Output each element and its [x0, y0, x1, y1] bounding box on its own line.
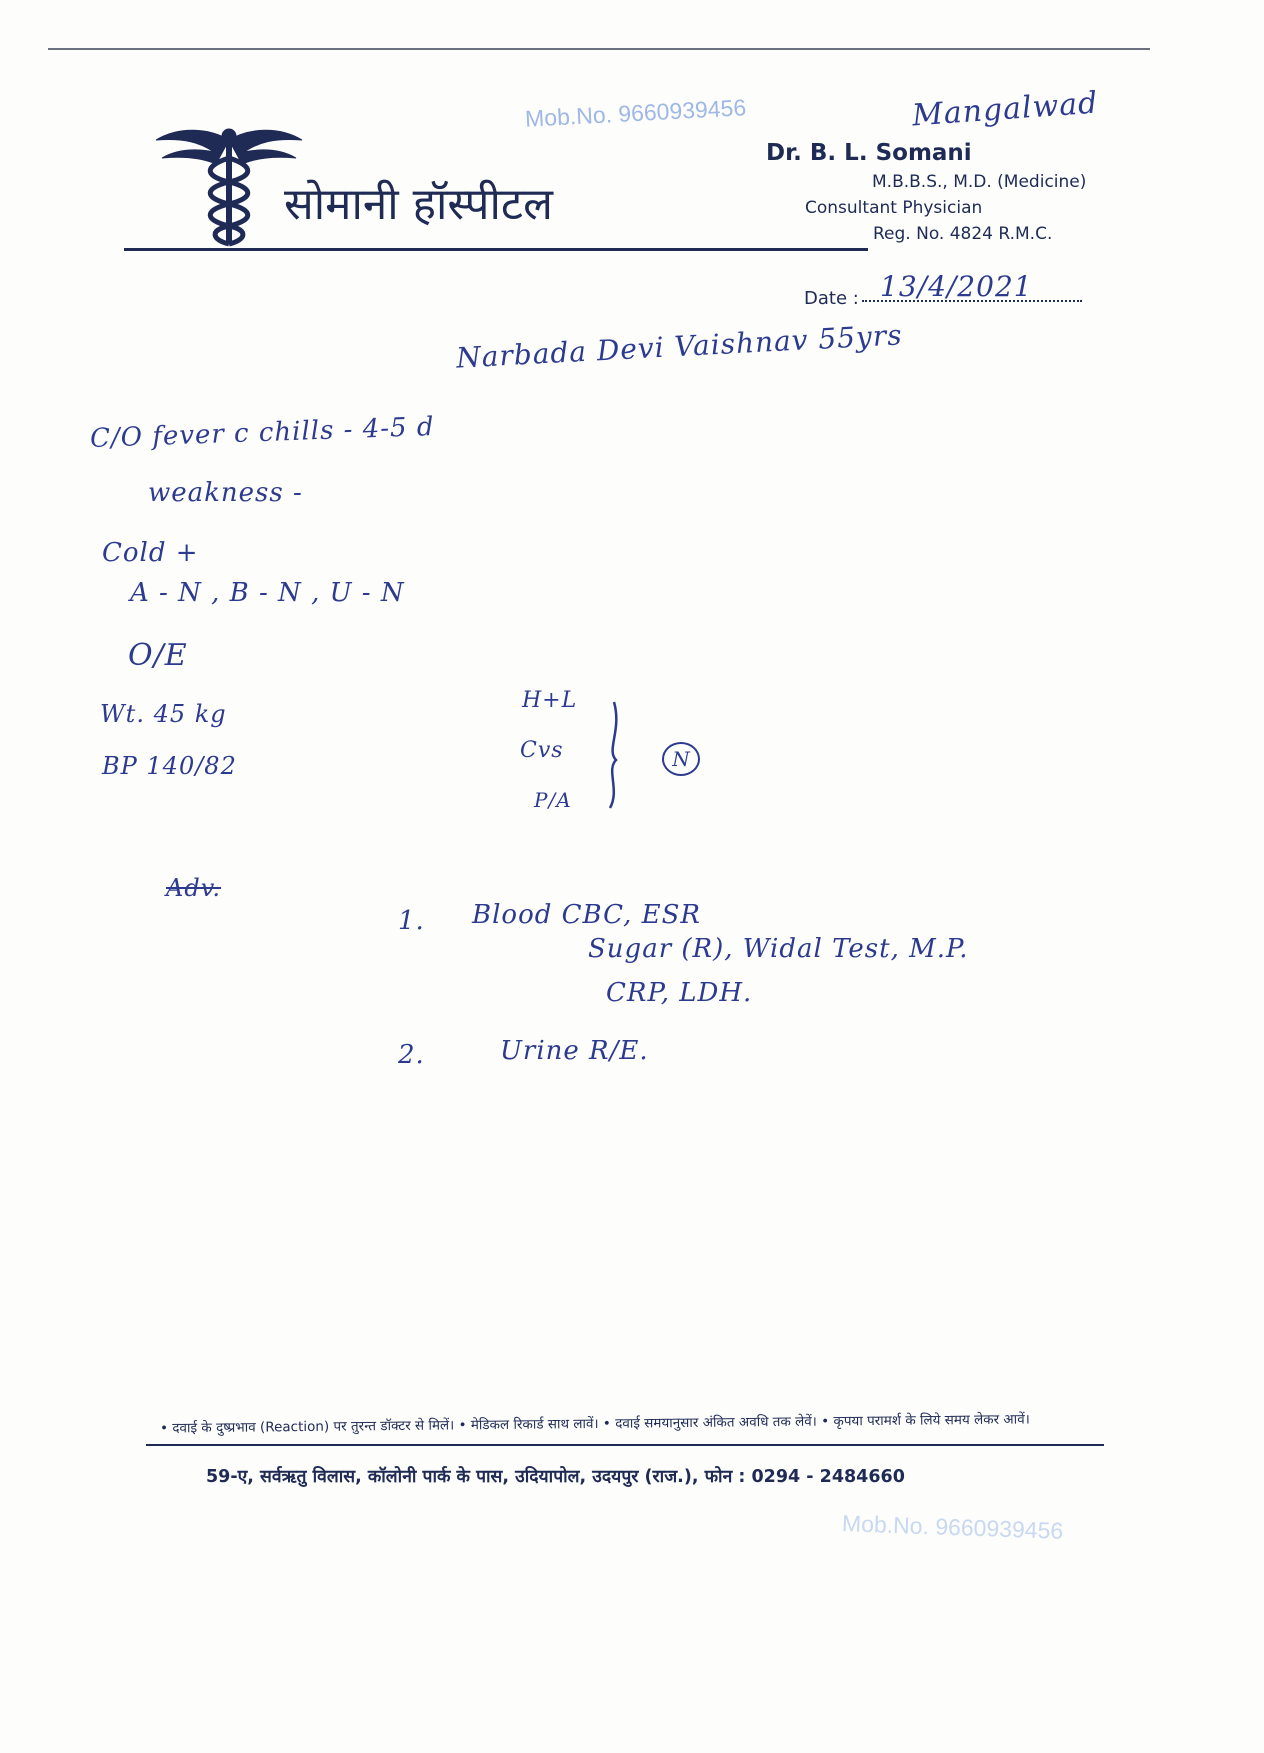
doctor-designation: Consultant Physician: [805, 198, 983, 218]
date-label: Date :: [804, 288, 859, 309]
exam-system: P/A: [534, 788, 572, 812]
doctor-name: Dr. B. L. Somani: [766, 140, 972, 166]
mobile-stamp-bottom: Mob.No. 9660939456: [841, 1510, 1064, 1544]
date-value: 13/4/2021: [880, 270, 1033, 303]
exam-systems-finding: N: [662, 742, 700, 776]
mobile-stamp-top: Mob.No. 9660939456: [524, 94, 747, 132]
footer-rule: [146, 1444, 1104, 1446]
header-rule: [124, 248, 868, 251]
complaint-line: A - N , B - N , U - N: [130, 578, 405, 608]
top-border-rule: [48, 48, 1150, 50]
doctor-registration: Reg. No. 4824 R.M.C.: [873, 224, 1053, 244]
advice-line: Sugar (R), Widal Test, M.P.: [588, 934, 969, 964]
complaint-line: C/O fever c chills - 4-5 d: [89, 411, 435, 455]
exam-brace: [600, 700, 630, 810]
exam-system: H+L: [522, 688, 578, 713]
advice-line: Blood CBC, ESR: [472, 900, 701, 930]
patient-name: Narbada Devi Vaishnav 55yrs: [455, 318, 904, 375]
hospital-name: सोमानी हॉस्पीटल: [284, 179, 553, 230]
exam-heading: O/E: [128, 638, 188, 673]
exam-weight: Wt. 45 kg: [100, 700, 227, 728]
footer-notes: • दवाई के दुष्प्रभाव (Reaction) पर तुरन्त डॉक्टर से मिलें। • मेडिकल रिकार्ड साथ लावें। • दवाई समयानुसार अंकित अवधि तक लेवें। • कृपया परामर्श के लिये समय लेकर आवें।: [159, 1411, 1030, 1437]
complaint-line: Cold +: [102, 538, 199, 568]
doctor-qualification: M.B.B.S., M.D. (Medicine): [872, 172, 1087, 192]
advice-number: 1.: [398, 906, 425, 936]
caduceus-logo-icon: [154, 118, 304, 248]
complaint-line: weakness -: [148, 478, 303, 508]
advice-number: 2.: [398, 1040, 425, 1070]
advice-line: Urine R/E.: [500, 1036, 649, 1066]
exam-bp: BP 140/82: [102, 752, 237, 780]
exam-system: Cvs: [520, 738, 564, 763]
advice-line: CRP, LDH.: [606, 978, 753, 1008]
location-note: Mangalwad: [911, 85, 1100, 134]
hospital-address: 59-ए, सर्वऋतु विलास, कॉलोनी पार्क के पास, उदियापोल, उदयपुर (राज.), फोन : 0294 - 2484660: [206, 1467, 905, 1487]
advice-heading: Adv.: [166, 874, 222, 902]
